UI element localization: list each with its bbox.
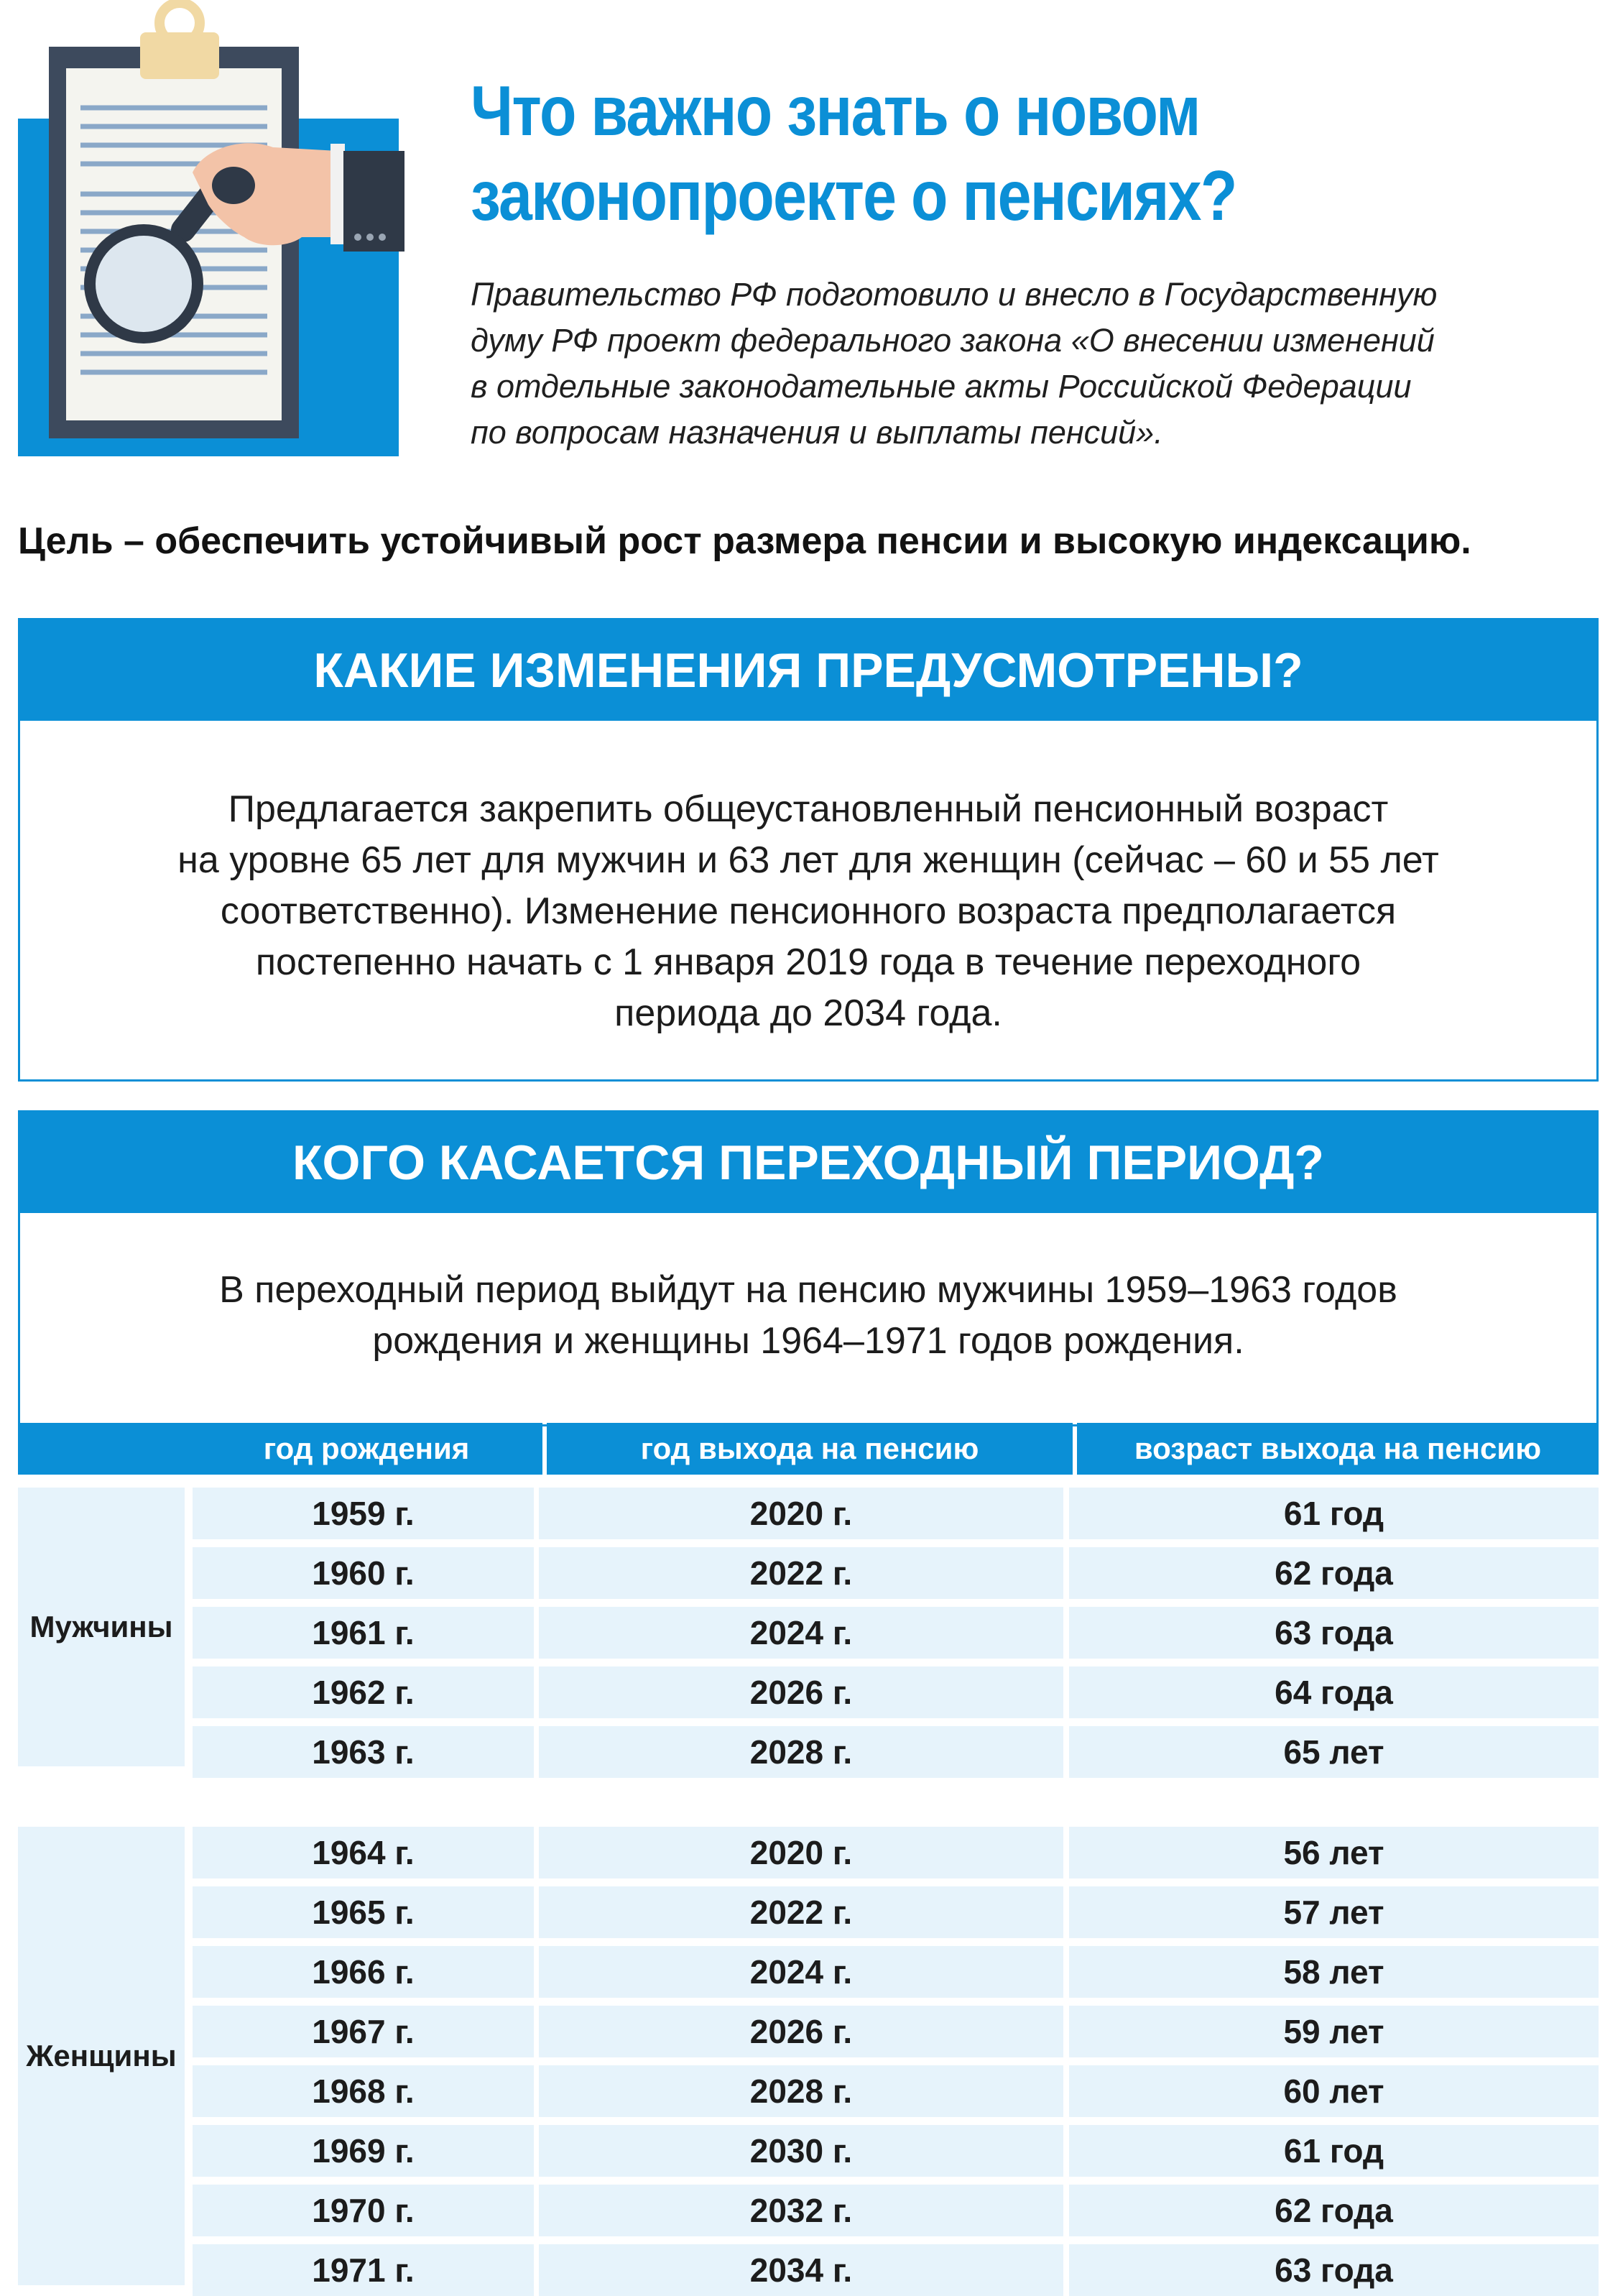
intro-paragraph bbox=[471, 272, 1548, 456]
goal-statement: Цель – обеспечить устойчивый рост размера пенсии и высокую индексацию. bbox=[18, 520, 1471, 562]
header-birth-year: год рождения bbox=[190, 1423, 542, 1475]
intro-line: думу РФ проект федерального закона «О внесении изменений bbox=[471, 322, 1435, 359]
table-row bbox=[193, 1946, 1599, 1998]
changes-section bbox=[18, 618, 1599, 1082]
retirement-age-cell: 61 год bbox=[1069, 1488, 1599, 1539]
retirement-year-cell: 2026 г. bbox=[539, 1666, 1063, 1718]
page-title bbox=[471, 68, 1397, 238]
birth-year-cell: 1969 г. bbox=[193, 2125, 534, 2177]
transition-section-title: КОГО КАСАЕТСЯ ПЕРЕХОДНЫЙ ПЕРИОД? bbox=[20, 1112, 1596, 1213]
birth-year-cell: 1959 г. bbox=[193, 1488, 534, 1539]
header-retirement-age: возраст выхода на пенсию bbox=[1077, 1423, 1599, 1475]
retirement-year-cell: 2022 г. bbox=[539, 1886, 1063, 1938]
birth-year-cell: 1967 г. bbox=[193, 2006, 534, 2057]
table-row bbox=[193, 1488, 1599, 1539]
table-row bbox=[193, 1547, 1599, 1599]
clipboard-magnifier-illustration bbox=[0, 0, 417, 467]
birth-year-cell: 1971 г. bbox=[193, 2244, 534, 2296]
table-row bbox=[193, 2185, 1599, 2236]
transition-section-text bbox=[20, 1213, 1596, 1367]
changes-section-text bbox=[20, 721, 1596, 1039]
retirement-year-cell: 2020 г. bbox=[539, 1488, 1063, 1539]
retirement-age-cell: 63 года bbox=[1069, 1607, 1599, 1659]
clip-icon bbox=[140, 3, 219, 79]
table-row bbox=[193, 1726, 1599, 1778]
birth-year-cell: 1966 г. bbox=[193, 1946, 534, 1998]
changes-line: соответственно). Изменение пенсионного возраста предполагается bbox=[220, 890, 1397, 932]
birth-year-cell: 1965 г. bbox=[193, 1886, 534, 1938]
intro-line: по вопросам назначения и выплаты пенсий». bbox=[471, 414, 1163, 451]
intro-line: Правительство РФ подготовило и внесло в Государственную bbox=[471, 276, 1438, 313]
transition-line: В переходный период выйдут на пенсию мужчины 1959–1963 годов bbox=[219, 1269, 1397, 1311]
retirement-year-cell: 2020 г. bbox=[539, 1827, 1063, 1878]
retirement-year-cell: 2032 г. bbox=[539, 2185, 1063, 2236]
retirement-year-cell: 2034 г. bbox=[539, 2244, 1063, 2296]
retirement-age-cell: 63 года bbox=[1069, 2244, 1599, 2296]
men-group-label: Мужчины bbox=[18, 1488, 185, 1766]
transition-section bbox=[18, 1110, 1599, 1426]
retirement-age-cell: 62 года bbox=[1069, 1547, 1599, 1599]
retirement-age-cell: 59 лет bbox=[1069, 2006, 1599, 2057]
retirement-age-cell: 64 года bbox=[1069, 1666, 1599, 1718]
table-row bbox=[193, 1666, 1599, 1718]
changes-line: на уровне 65 лет для мужчин и 63 лет для женщин (сейчас – 60 и 55 лет bbox=[177, 839, 1439, 881]
intro-line: в отдельные законодательные акты Российской Федерации bbox=[471, 368, 1412, 405]
retirement-age-cell: 60 лет bbox=[1069, 2065, 1599, 2117]
retirement-age-cell: 62 года bbox=[1069, 2185, 1599, 2236]
retirement-year-cell: 2028 г. bbox=[539, 1726, 1063, 1778]
table-header-spacer bbox=[18, 1423, 190, 1475]
retirement-age-cell: 58 лет bbox=[1069, 1946, 1599, 1998]
birth-year-cell: 1963 г. bbox=[193, 1726, 534, 1778]
retirement-year-cell: 2030 г. bbox=[539, 2125, 1063, 2177]
retirement-age-cell: 57 лет bbox=[1069, 1886, 1599, 1938]
birth-year-cell: 1960 г. bbox=[193, 1547, 534, 1599]
title-line: законопроекте о пенсиях? bbox=[471, 156, 1236, 235]
birth-year-cell: 1968 г. bbox=[193, 2065, 534, 2117]
retirement-year-cell: 2026 г. bbox=[539, 2006, 1063, 2057]
changes-line: периода до 2034 года. bbox=[614, 992, 1002, 1034]
title-line: Что важно знать о новом bbox=[471, 71, 1200, 150]
table-header bbox=[18, 1423, 1599, 1475]
table-row bbox=[193, 2244, 1599, 2296]
changes-line: Предлагается закрепить общеустановленный пенсионный возраст bbox=[228, 788, 1389, 830]
table-row bbox=[193, 1827, 1599, 1878]
retirement-year-cell: 2024 г. bbox=[539, 1946, 1063, 1998]
changes-section-title: КАКИЕ ИЗМЕНЕНИЯ ПРЕДУСМОТРЕНЫ? bbox=[20, 620, 1596, 721]
retirement-year-cell: 2028 г. bbox=[539, 2065, 1063, 2117]
birth-year-cell: 1962 г. bbox=[193, 1666, 534, 1718]
changes-line: постепенно начать с 1 января 2019 года в течение переходного bbox=[255, 941, 1361, 983]
header-retirement-year: год выхода на пенсию bbox=[547, 1423, 1073, 1475]
transition-line: рождения и женщины 1964–1971 годов рождения. bbox=[372, 1320, 1244, 1362]
retirement-year-cell: 2022 г. bbox=[539, 1547, 1063, 1599]
women-group-label: Женщины bbox=[18, 1827, 185, 2285]
retirement-age-cell: 61 год bbox=[1069, 2125, 1599, 2177]
table-row bbox=[193, 2006, 1599, 2057]
birth-year-cell: 1970 г. bbox=[193, 2185, 534, 2236]
table-row bbox=[193, 2125, 1599, 2177]
retirement-year-cell: 2024 г. bbox=[539, 1607, 1063, 1659]
retirement-age-cell: 65 лет bbox=[1069, 1726, 1599, 1778]
birth-year-cell: 1964 г. bbox=[193, 1827, 534, 1878]
table-row bbox=[193, 1607, 1599, 1659]
table-row bbox=[193, 1886, 1599, 1938]
birth-year-cell: 1961 г. bbox=[193, 1607, 534, 1659]
retirement-age-cell: 56 лет bbox=[1069, 1827, 1599, 1878]
table-row bbox=[193, 2065, 1599, 2117]
